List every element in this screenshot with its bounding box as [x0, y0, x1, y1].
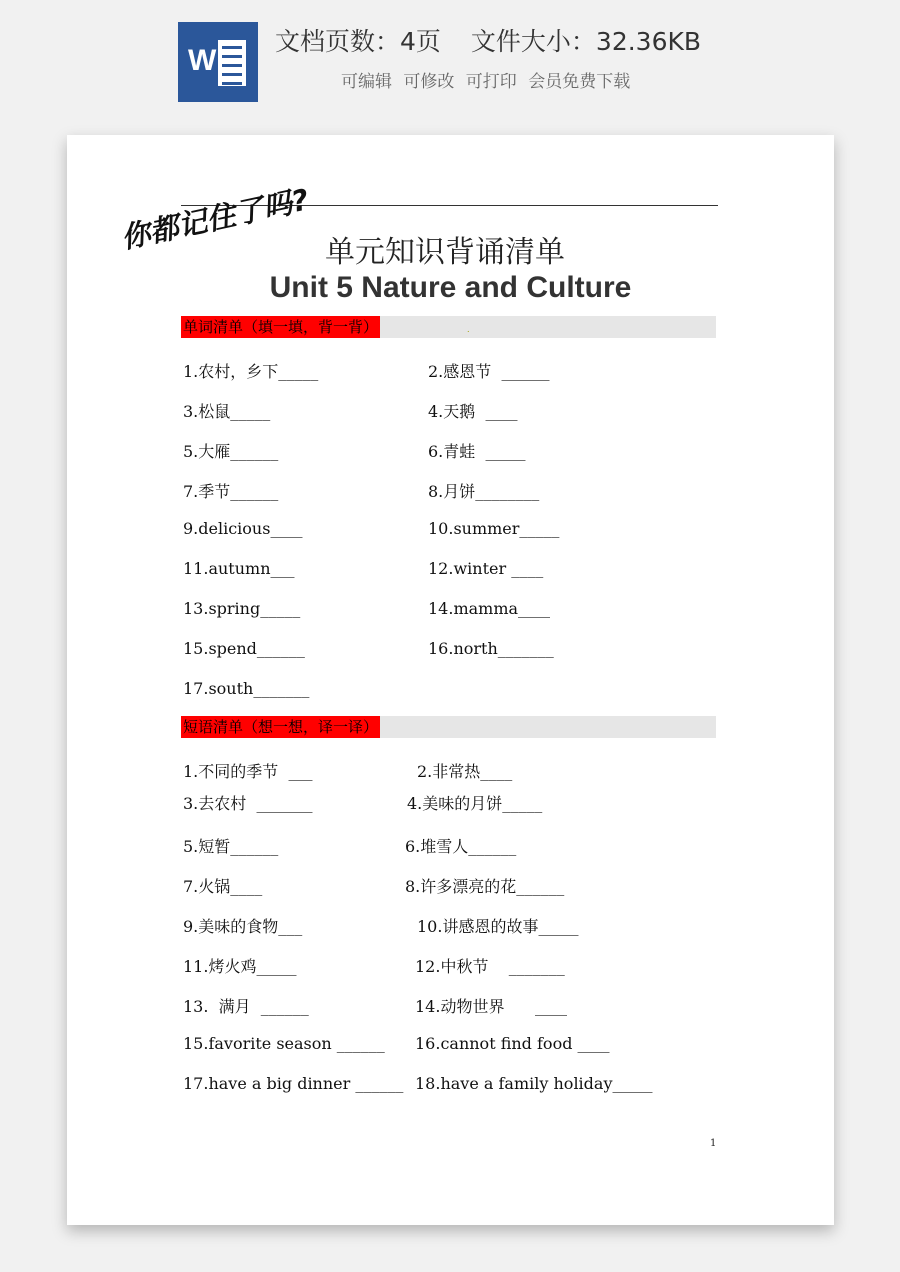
word-item-17: 17.south_______	[183, 679, 310, 698]
section-label-words: 单词清单（填一填，背一背）	[183, 318, 379, 336]
phrase-item-16: 16.cannot find food ____	[415, 1034, 610, 1053]
page-count: 文档页数：4页	[275, 27, 441, 56]
word-item-13: 13.spring_____	[183, 599, 301, 618]
word-letter: W	[188, 44, 217, 77]
word-item-1: 1.农村，乡下_____	[183, 362, 319, 381]
word-item-14: 14.mamma____	[428, 599, 551, 618]
word-item-3: 3.松鼠_____	[183, 402, 271, 421]
phrase-item-10: 10.讲感恩的故事_____	[417, 917, 579, 936]
phrase-item-12: 12.中秋节 _______	[415, 957, 565, 976]
word-item-8: 8.月饼________	[428, 482, 540, 501]
word-item-10: 10.summer_____	[428, 519, 560, 538]
phrase-item-8: 8.许多漂亮的花______	[405, 877, 565, 896]
doc-features: 可编辑 可修改 可打印 会员免费下载	[341, 72, 631, 92]
phrase-item-3: 3.去农村 _______	[183, 794, 313, 813]
title-cn: 单元知识背诵清单	[325, 235, 565, 270]
phrase-item-13: 13. 满月 ______	[183, 997, 309, 1016]
word-item-7: 7.季节______	[183, 482, 279, 501]
word-item-2: 2.感恩节 ______	[428, 362, 550, 381]
document-page	[67, 135, 834, 1225]
phrase-item-5: 5.短暂______	[183, 837, 279, 856]
title-en: Unit 5 Nature and Culture	[269, 271, 632, 304]
doc-info	[275, 22, 701, 58]
phrase-item-14: 14.动物世界 ____	[415, 997, 567, 1016]
stray-dot: .	[467, 325, 470, 334]
word-item-15: 15.spend______	[183, 639, 305, 658]
phrase-item-6: 6.堆雪人______	[405, 837, 517, 856]
word-item-4: 4.天鹅 ____	[428, 402, 518, 421]
page-number: 1	[710, 1138, 717, 1149]
word-item-5: 5.大雁______	[183, 442, 279, 461]
file-size: 文件大小：32.36KB	[470, 27, 702, 56]
stamp-text: 你都记住了吗?	[118, 182, 312, 256]
doc-lines-icon	[218, 40, 246, 86]
word-item-11: 11.autumn___	[183, 559, 295, 578]
word-item-16: 16.north_______	[428, 639, 554, 658]
section-bar-words	[181, 316, 716, 338]
phrase-item-9: 9.美味的食物___	[183, 917, 303, 936]
section-label-phrases: 短语清单（想一想，译一译）	[183, 718, 379, 736]
word-item-12: 12.winter ____	[428, 559, 544, 578]
phrase-item-7: 7.火锅____	[183, 877, 263, 896]
word-doc-icon	[178, 22, 258, 102]
phrase-item-15: 15.favorite season ______	[183, 1034, 385, 1053]
phrase-item-2: 2.非常热____	[417, 762, 513, 781]
phrase-item-18: 18.have a family holiday_____	[415, 1074, 653, 1093]
section-bar-phrases	[181, 716, 716, 738]
phrase-item-11: 11.烤火鸡_____	[183, 957, 297, 976]
phrase-item-17: 17.have a big dinner ______	[183, 1074, 404, 1093]
word-item-6: 6.青蛙 _____	[428, 442, 526, 461]
phrase-item-1: 1.不同的季节 ___	[183, 762, 313, 781]
word-item-9: 9.delicious____	[183, 519, 303, 538]
phrase-item-4: 4.美味的月饼_____	[407, 794, 543, 813]
